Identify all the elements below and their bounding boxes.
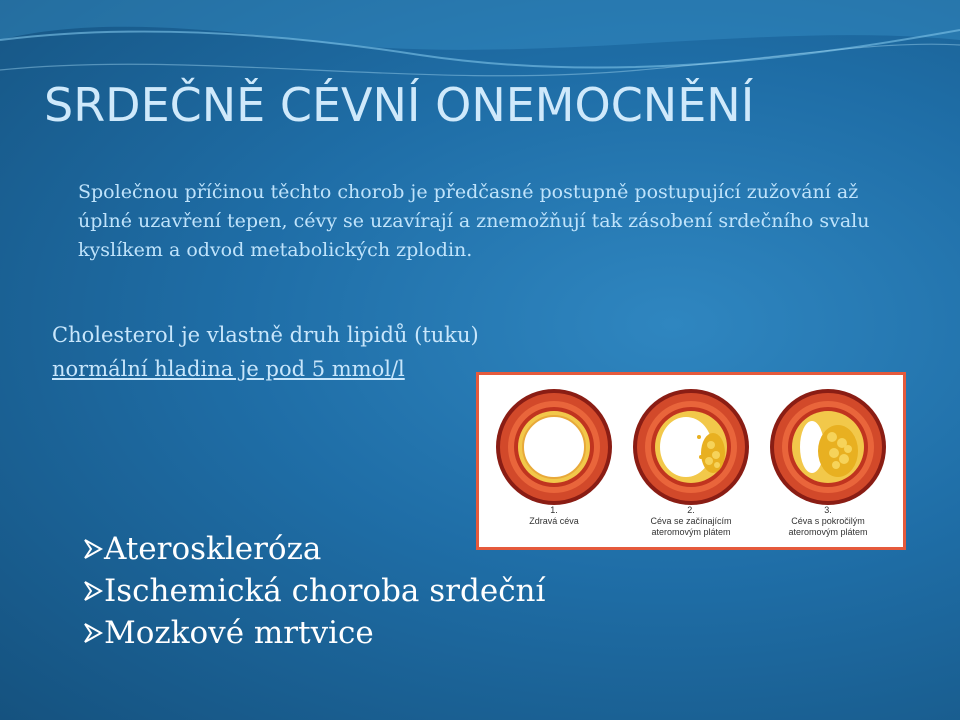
disease-list: [82, 528, 545, 654]
list-item-label: Mozkové mrtvice: [104, 615, 374, 651]
artery-healthy: [496, 389, 612, 505]
caption-1-text: Zdravá céva: [529, 516, 579, 526]
intro-paragraph: Společnou příčinou těchto chorob je předčasné postupně postupující zužování až úplné uzavření tepen, cévy se uzavírají a znemožňují tak zásobení srdečního svalu kyslíkem a odvod metabolických zplodin.: [78, 181, 870, 261]
arrow-bullet-icon: [82, 619, 104, 647]
list-item: [82, 612, 545, 654]
cholesterol-line-2: normální hladina je pod 5 mmol/l: [52, 357, 405, 381]
caption-1: [499, 505, 609, 527]
slide-title: SRDEČNĚ CÉVNÍ ONEMOCNĚNÍ: [44, 78, 755, 132]
arrow-bullet-icon: [82, 577, 104, 605]
caption-1-number: 1.: [550, 505, 558, 515]
list-item: [82, 528, 545, 570]
cholesterol-text: [52, 318, 479, 386]
caption-2-text-2: ateromovým plátem: [651, 527, 731, 537]
arrow-bullet-icon: [82, 535, 104, 563]
caption-3: [773, 505, 883, 538]
cholesterol-line-1: Cholesterol je vlastně druh lipidů (tuku): [52, 323, 479, 347]
list-item: [82, 570, 545, 612]
caption-3-text-2: ateromovým plátem: [788, 527, 868, 537]
caption-3-number: 3.: [824, 505, 832, 515]
artery-early-plaque: [633, 389, 749, 505]
list-item-label: Ateroskleróza: [104, 531, 322, 567]
list-item-label: Ischemická choroba srdeční: [104, 573, 546, 609]
artery-advanced-plaque: [770, 389, 886, 505]
caption-2-text-1: Céva se začínajícím: [650, 516, 732, 526]
caption-3-text-1: Céva s pokročilým: [791, 516, 865, 526]
caption-2-number: 2.: [687, 505, 695, 515]
artery-figure: [476, 372, 906, 550]
caption-2: [636, 505, 746, 538]
